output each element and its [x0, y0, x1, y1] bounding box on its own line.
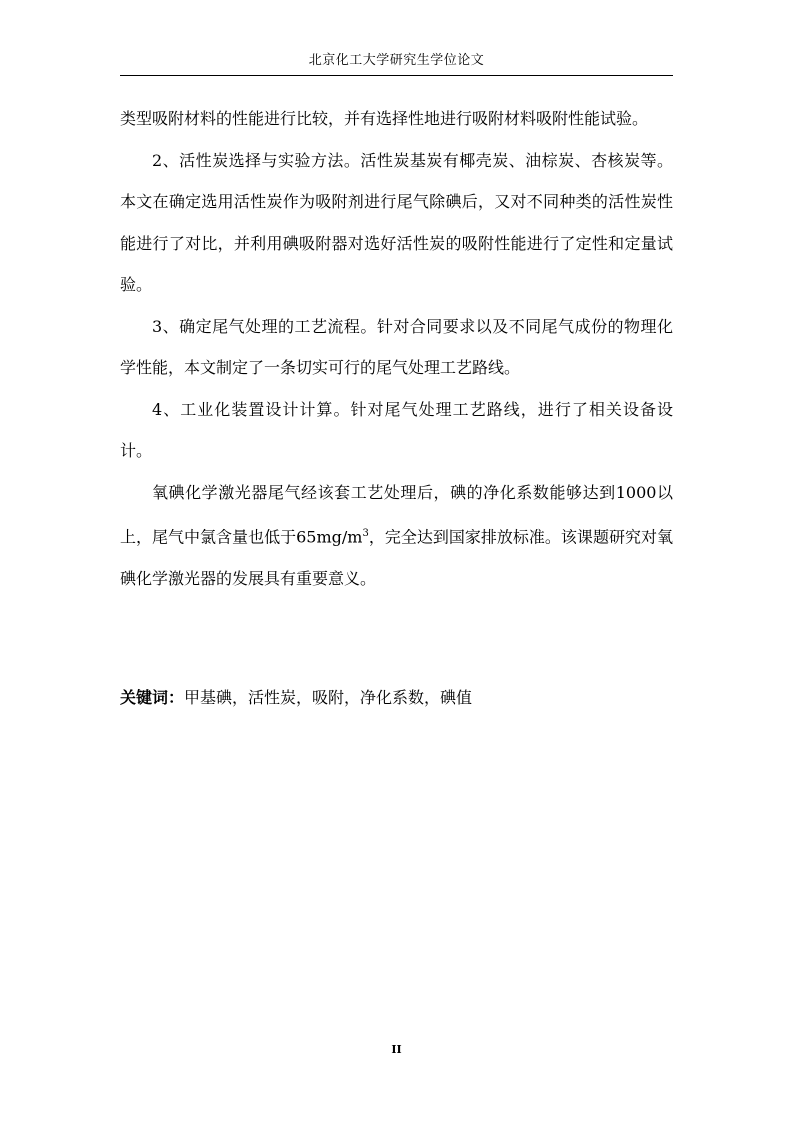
keywords-label: 关键词：: [120, 688, 185, 707]
paragraph-3: 3、确定尾气处理的工艺流程。针对合同要求以及不同尾气成份的物理化学性能，本文制定了一条切实可行的尾气处理工艺路线。: [120, 316, 673, 377]
paragraph-2: 2、活性炭选择与实验方法。活性炭基炭有椰壳炭、油棕炭、杏核炭等。本文在确定选用活性炭作为吸附剂进行尾气除碘后，又对不同种类的活性炭性能进行了对比，并利用碘吸附器对选好活性炭的吸附性能进行了定性和定量试验。: [120, 150, 673, 294]
body-text: [120, 98, 673, 599]
paragraph-1: 类型吸附材料的性能进行比较，并有选择性地进行吸附材料吸附性能试验。: [120, 109, 649, 128]
header-divider: [120, 75, 673, 76]
paragraph-5-superscript: 3: [362, 528, 369, 539]
paragraph-5-text-b: ，完全达到国家排放标准。该课题研究对氧碘化学激光器的发展具有重要意义。: [120, 527, 673, 588]
paragraph-4: 4、工业化装置设计计算。针对尾气处理工艺路线，进行了相关设备设计。: [120, 399, 673, 460]
page-header: 北京化工大学研究生学位论文: [308, 53, 485, 68]
page-number: II: [391, 1043, 402, 1056]
keywords-line: [120, 684, 673, 712]
paragraph-5-text-a: 氧碘化学激光器尾气经该套工艺处理后，碘的净化系数能够达到1000以上，尾气中氯含量也低于65mg/m: [120, 482, 673, 547]
keywords-list: 甲基碘，活性炭，吸附，净化系数，碘值: [184, 688, 473, 707]
paragraph-5: [120, 472, 673, 600]
